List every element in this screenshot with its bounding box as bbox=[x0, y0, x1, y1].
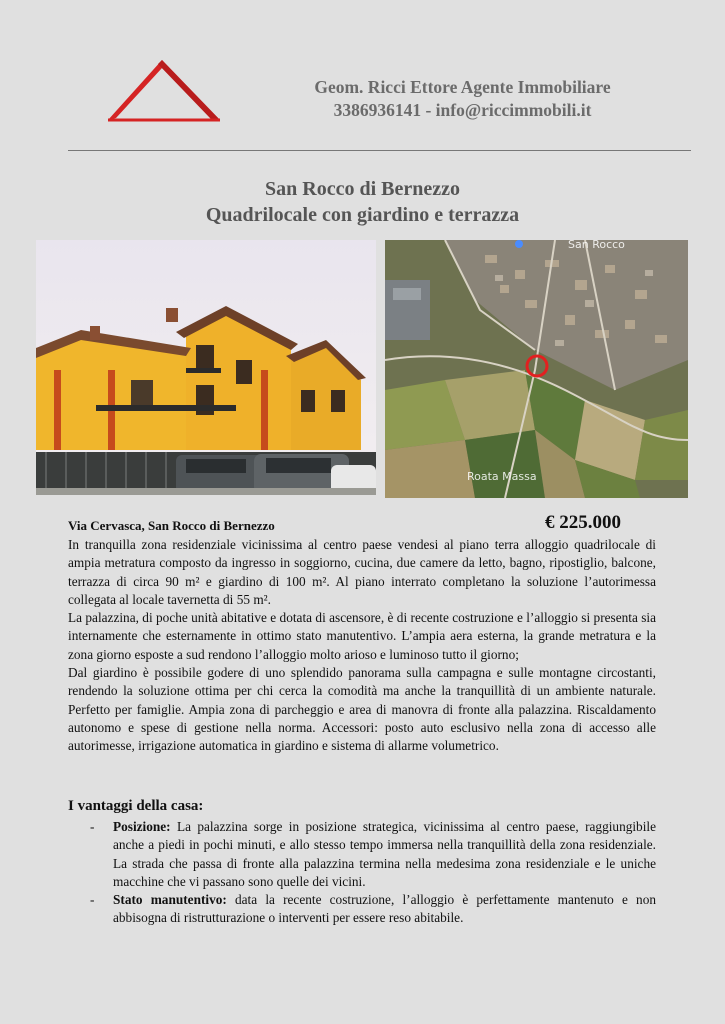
description-paragraph: In tranquilla zona residenziale vicinissima al centro paese vendesi al piano terra alloggio quadrilocale di ampia metratura composto da ingresso in soggiorno, cucina, due camere da letto, bagno, ripostiglio, balcone, terrazza di circa 90 m² e giardino di 100 m². Al piano interrato completano la soluzione l’autorimessa collegata al locale tavernetta di 55 m². bbox=[68, 537, 656, 607]
description-paragraph: Dal giardino è possibile godere di uno splendido panorama sulla campagna e sulle montagne circostanti, rendendo la soluzione ottima per chi cerca la comodità ma anche la tranquillità di un ambiente naturale. Perfetto per famiglie. Ampia zona di parcheggio e area di manovra di fronte alla palazzina. Riscaldamento autonomo e spese di gestione nella norma. Accessori: posto auto esclusivo nella zona di accesso alle autorimesse, irrigazione automatica in giardino e sistema di allarme volumetrico. bbox=[68, 665, 656, 754]
listing-title-line1: San Rocco di Bernezzo bbox=[265, 178, 460, 200]
agency-contact: 3386936141 - info@riccimmobili.it bbox=[333, 100, 592, 120]
description-paragraph: La palazzina, di poche unità abitative e dotata di ascensore, è di recente costruzione e l’alloggio si presenta sia internamente che esternamente in ottimo stato manutentivo. L’ampia aera esterna, la grande metratura e la zona giorno esposte a sud rendono l’alloggio molto arioso e luminoso tutto il giorno; bbox=[68, 610, 656, 662]
map-label-bottom: Roata Massa bbox=[467, 470, 537, 483]
listing-price: € 225.000 bbox=[545, 512, 621, 533]
advantage-label: Stato manutentivo: bbox=[113, 892, 235, 908]
advantage-text: La palazzina sorge in posizione strategica, vicinissima al centro paese, raggiungibile anche a piedi in pochi minuti, e allo stesso tempo immersa nella tranquillità della zona residenziale. La strada che passa di fronte alla palazzina termina nella medesima zona residenziale e le uniche macchine che vi passano sono quelle dei vicini. bbox=[113, 819, 656, 889]
list-dash: - bbox=[90, 892, 95, 908]
advantage-item bbox=[68, 891, 656, 928]
agency-logo bbox=[104, 58, 224, 124]
building-photo bbox=[36, 240, 376, 495]
satellite-map bbox=[385, 240, 688, 498]
list-dash: - bbox=[90, 819, 95, 834]
advantages-list bbox=[68, 818, 656, 928]
listing-address: Via Cervasca, San Rocco di Bernezzo bbox=[68, 518, 275, 533]
advantage-item bbox=[68, 818, 656, 891]
agency-header bbox=[250, 76, 675, 122]
listing-title-line2: Quadrilocale con giardino e terrazza bbox=[205, 204, 520, 226]
listing-description bbox=[68, 536, 656, 756]
header-divider bbox=[68, 150, 691, 151]
advantage-text: data la recente costruzione, l’alloggio è perfettamente mantenuto e non abbisogna di ristrutturazione o interventi per essere reso abitabile. bbox=[113, 892, 656, 926]
advantages-title: I vantaggi della casa: bbox=[68, 798, 204, 814]
agency-name: Geom. Ricci Ettore Agente Immobiliare bbox=[314, 77, 611, 97]
listing-title bbox=[0, 176, 725, 228]
map-label-top: San Rocco bbox=[568, 240, 625, 251]
advantage-label: Posizione: bbox=[113, 819, 177, 834]
